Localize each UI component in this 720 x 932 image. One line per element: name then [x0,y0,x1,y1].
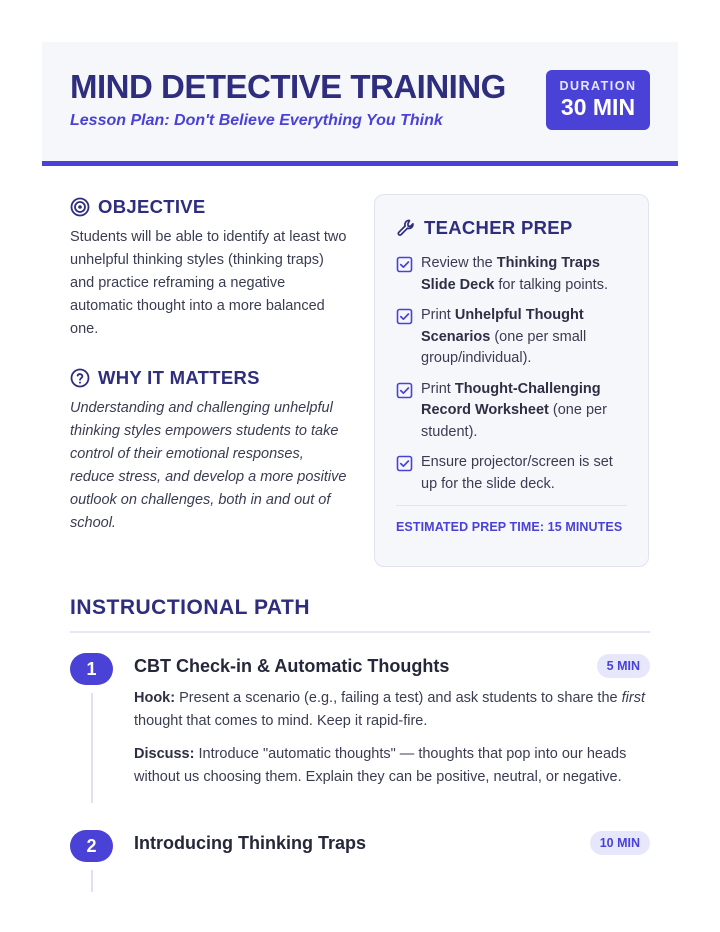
step-discuss: Discuss: Introduce "automatic thoughts" — thoughts that pop into our heads without us choosing them. Explain they can be positive, neutral, or negative. [134,746,627,785]
step-timeline-line [91,870,93,892]
prep-list [396,253,627,495]
step-duration-badge: 5 MIN [597,654,650,678]
lesson-header [42,42,678,166]
teacher-prep-card [374,194,649,567]
step-title: Introducing Thinking Traps [134,833,366,853]
prep-heading: TEACHER PREP [424,217,573,238]
instructional-path-heading: INSTRUCTIONAL PATH [70,596,310,619]
step-timeline-line [91,693,93,803]
prep-item: Ensure projector/screen is set up for the slide deck. [396,452,627,495]
why-text: Understanding and challenging unhelpful thinking styles empowers students to take control of their emotional responses, reduce stress, and develop a more positive outlook on challenges, both in and out of school. [70,400,347,531]
why-heading: WHY IT MATTERS [98,367,260,388]
prep-divider [396,505,627,506]
path-divider [70,631,650,633]
path-step [70,653,650,813]
wrench-icon [396,218,416,238]
path-step [70,830,650,900]
page-title: MIND DETECTIVE TRAINING [70,68,506,105]
objective-section [70,196,352,341]
objective-heading: OBJECTIVE [98,196,206,217]
step-number: 2 [70,830,113,862]
why-section [70,367,352,535]
checkbox-icon [396,308,413,325]
objective-text: Students will be able to identify at least two unhelpful thinking styles (thinking traps) and practice reframing a negative automatic thought into a more balanced one. [70,229,347,337]
left-column [70,196,352,535]
prep-item: Review the Thinking Traps Slide Deck for talking points. [396,253,627,296]
checkbox-icon [396,455,413,472]
question-circle-icon [70,368,90,388]
step-number: 1 [70,653,113,685]
prep-item: Print Unhelpful Thought Scenarios (one per small group/individual). [396,305,627,370]
checkbox-icon [396,382,413,399]
duration-label: DURATION [559,79,637,93]
page-subtitle: Lesson Plan: Don't Believe Everything You Think [70,112,443,129]
checkbox-icon [396,256,413,273]
duration-value: 30 MIN [560,94,636,120]
step-hook: Hook: Present a scenario (e.g., failing a test) and ask students to share the first thought that comes to mind. Keep it rapid-fire. [134,690,645,729]
duration-badge [546,70,650,130]
prep-time: ESTIMATED PREP TIME: 15 MINUTES [396,520,623,534]
step-body [134,687,650,799]
prep-item: Print Thought-Challenging Record Worksheet (one per student). [396,379,627,444]
target-icon [70,197,90,217]
step-duration-badge: 10 MIN [590,831,650,855]
step-title: CBT Check-in & Automatic Thoughts [134,656,450,676]
